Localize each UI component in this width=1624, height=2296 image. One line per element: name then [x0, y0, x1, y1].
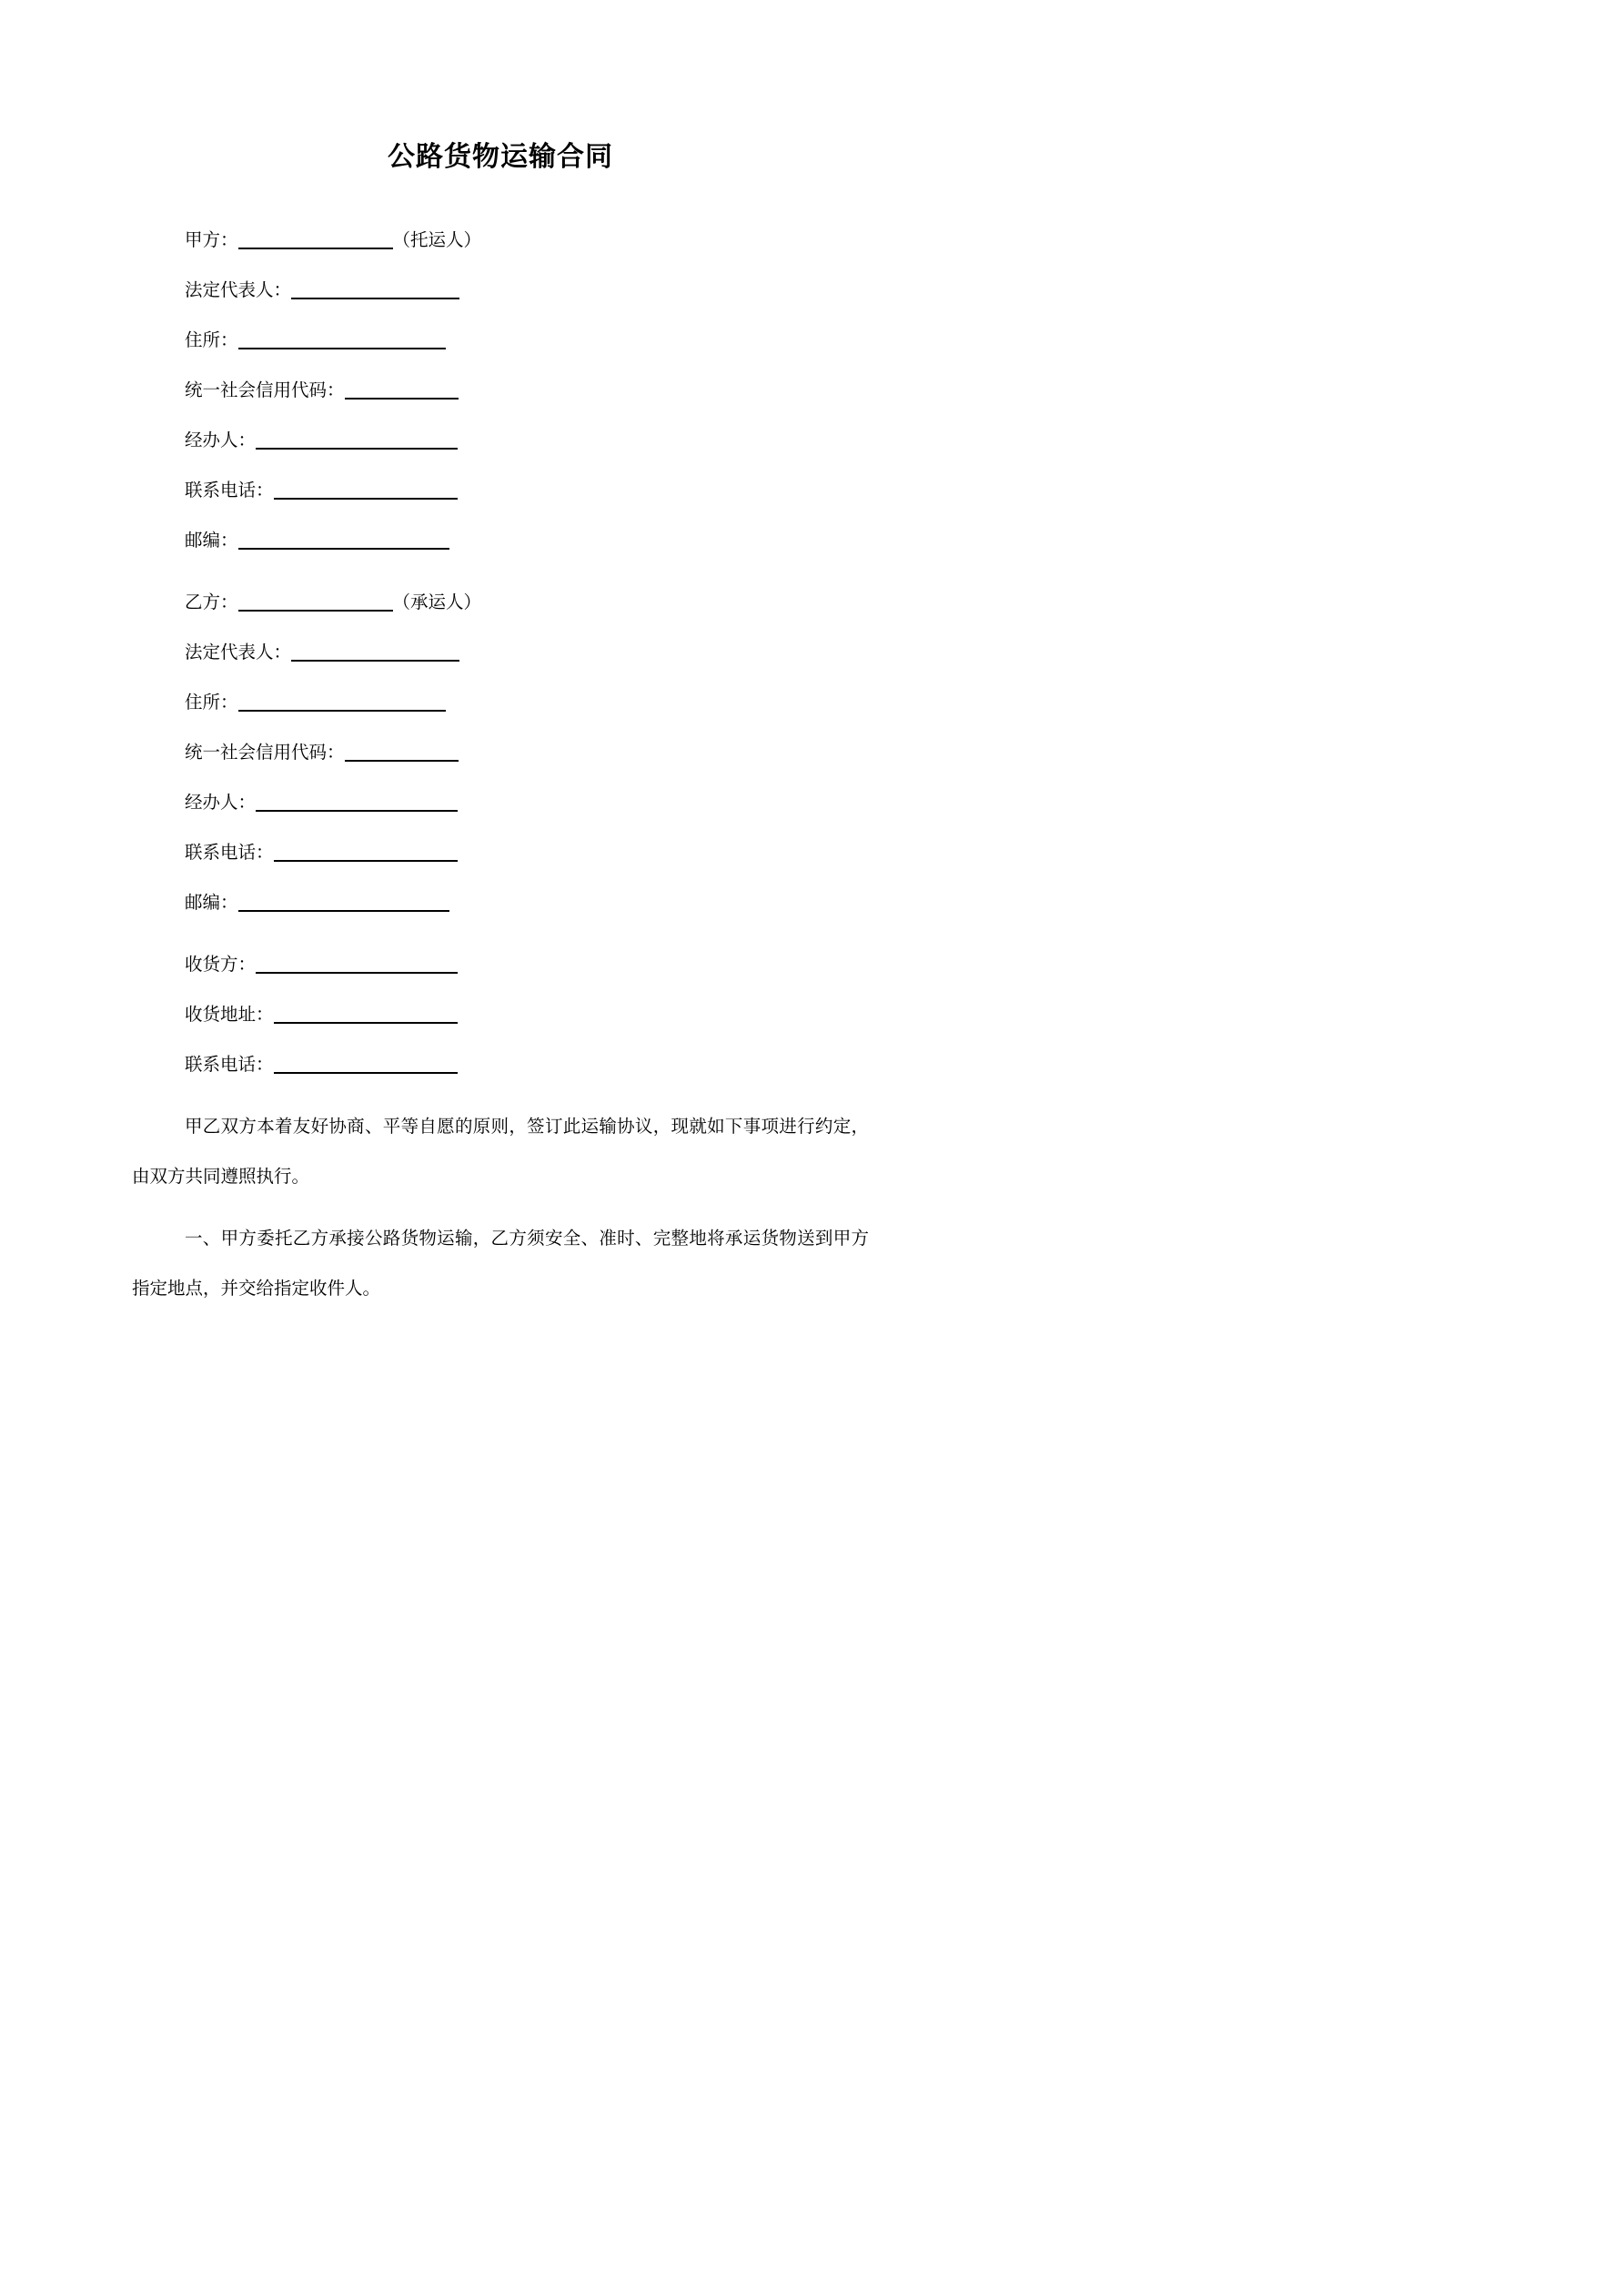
field-label: 法定代表人：: [185, 643, 292, 663]
field-label: 法定代表人：: [185, 281, 292, 300]
document-content: [0, 0, 869, 1314]
body-paragraph: 一、甲方委托乙方承接公路货物运输，乙方须安全、准时、完整地将承运货物送到甲方指定地点，并交给指定收件人。: [132, 1229, 869, 1299]
field-row: [185, 366, 869, 416]
field-label: 统一社会信用代码：: [185, 743, 345, 763]
blank-underline: [274, 1022, 458, 1024]
field-row: [185, 728, 869, 778]
field-row: [185, 416, 869, 466]
field-row: [185, 778, 869, 828]
field-row: [185, 878, 869, 928]
field-label: 收货方：: [185, 956, 257, 975]
body-paragraphs: [132, 1102, 869, 1314]
field-label: 甲方：: [185, 231, 238, 250]
blank-underline: [274, 1072, 458, 1074]
blank-underline: [274, 498, 458, 500]
field-group-party-b: [132, 578, 869, 928]
field-row: [185, 1040, 869, 1090]
field-label: 邮编：: [185, 531, 238, 551]
field-label: 经办人：: [185, 794, 257, 813]
field-suffix: （承运人）: [392, 593, 482, 612]
field-row: [185, 216, 869, 266]
field-group-consignee: [132, 940, 869, 1090]
field-row: [185, 316, 869, 366]
field-suffix: （托运人）: [392, 231, 482, 250]
field-label: 乙方：: [185, 593, 238, 612]
field-label: 联系电话：: [185, 844, 274, 863]
field-label: 住所：: [185, 331, 238, 350]
field-row: [185, 678, 869, 728]
field-label: 联系电话：: [185, 481, 274, 501]
field-row: [185, 628, 869, 678]
blank-underline: [291, 660, 459, 662]
field-row: [185, 516, 869, 566]
blank-underline: [238, 610, 393, 612]
field-row: [185, 578, 869, 628]
blank-underline: [238, 910, 449, 912]
blank-underline: [238, 248, 393, 249]
field-row: [185, 940, 869, 990]
field-row: [185, 990, 869, 1040]
blank-underline: [256, 972, 458, 974]
field-row: [185, 466, 869, 516]
blank-underline: [256, 448, 458, 450]
field-row: [185, 828, 869, 878]
field-label: 经办人：: [185, 431, 257, 450]
blank-underline: [274, 860, 458, 862]
field-label: 住所：: [185, 693, 238, 713]
field-group-party-a: [132, 216, 869, 566]
field-row: [185, 266, 869, 316]
blank-underline: [291, 298, 459, 299]
page-title: 公路货物运输合同: [388, 142, 613, 172]
blank-underline: [238, 348, 446, 349]
field-label: 收货地址：: [185, 1006, 274, 1025]
field-label: 邮编：: [185, 894, 238, 913]
field-label: 联系电话：: [185, 1056, 274, 1075]
blank-underline: [238, 710, 446, 712]
body-paragraph: 甲乙双方本着友好协商、平等自愿的原则，签订此运输协议，现就如下事项进行约定，由双方共同遵照执行。: [132, 1118, 869, 1187]
blank-underline: [238, 548, 449, 550]
blank-underline: [256, 810, 458, 812]
field-label: 统一社会信用代码：: [185, 381, 345, 400]
blank-underline: [345, 760, 459, 762]
blank-underline: [345, 398, 459, 400]
field-groups: [132, 216, 869, 1090]
